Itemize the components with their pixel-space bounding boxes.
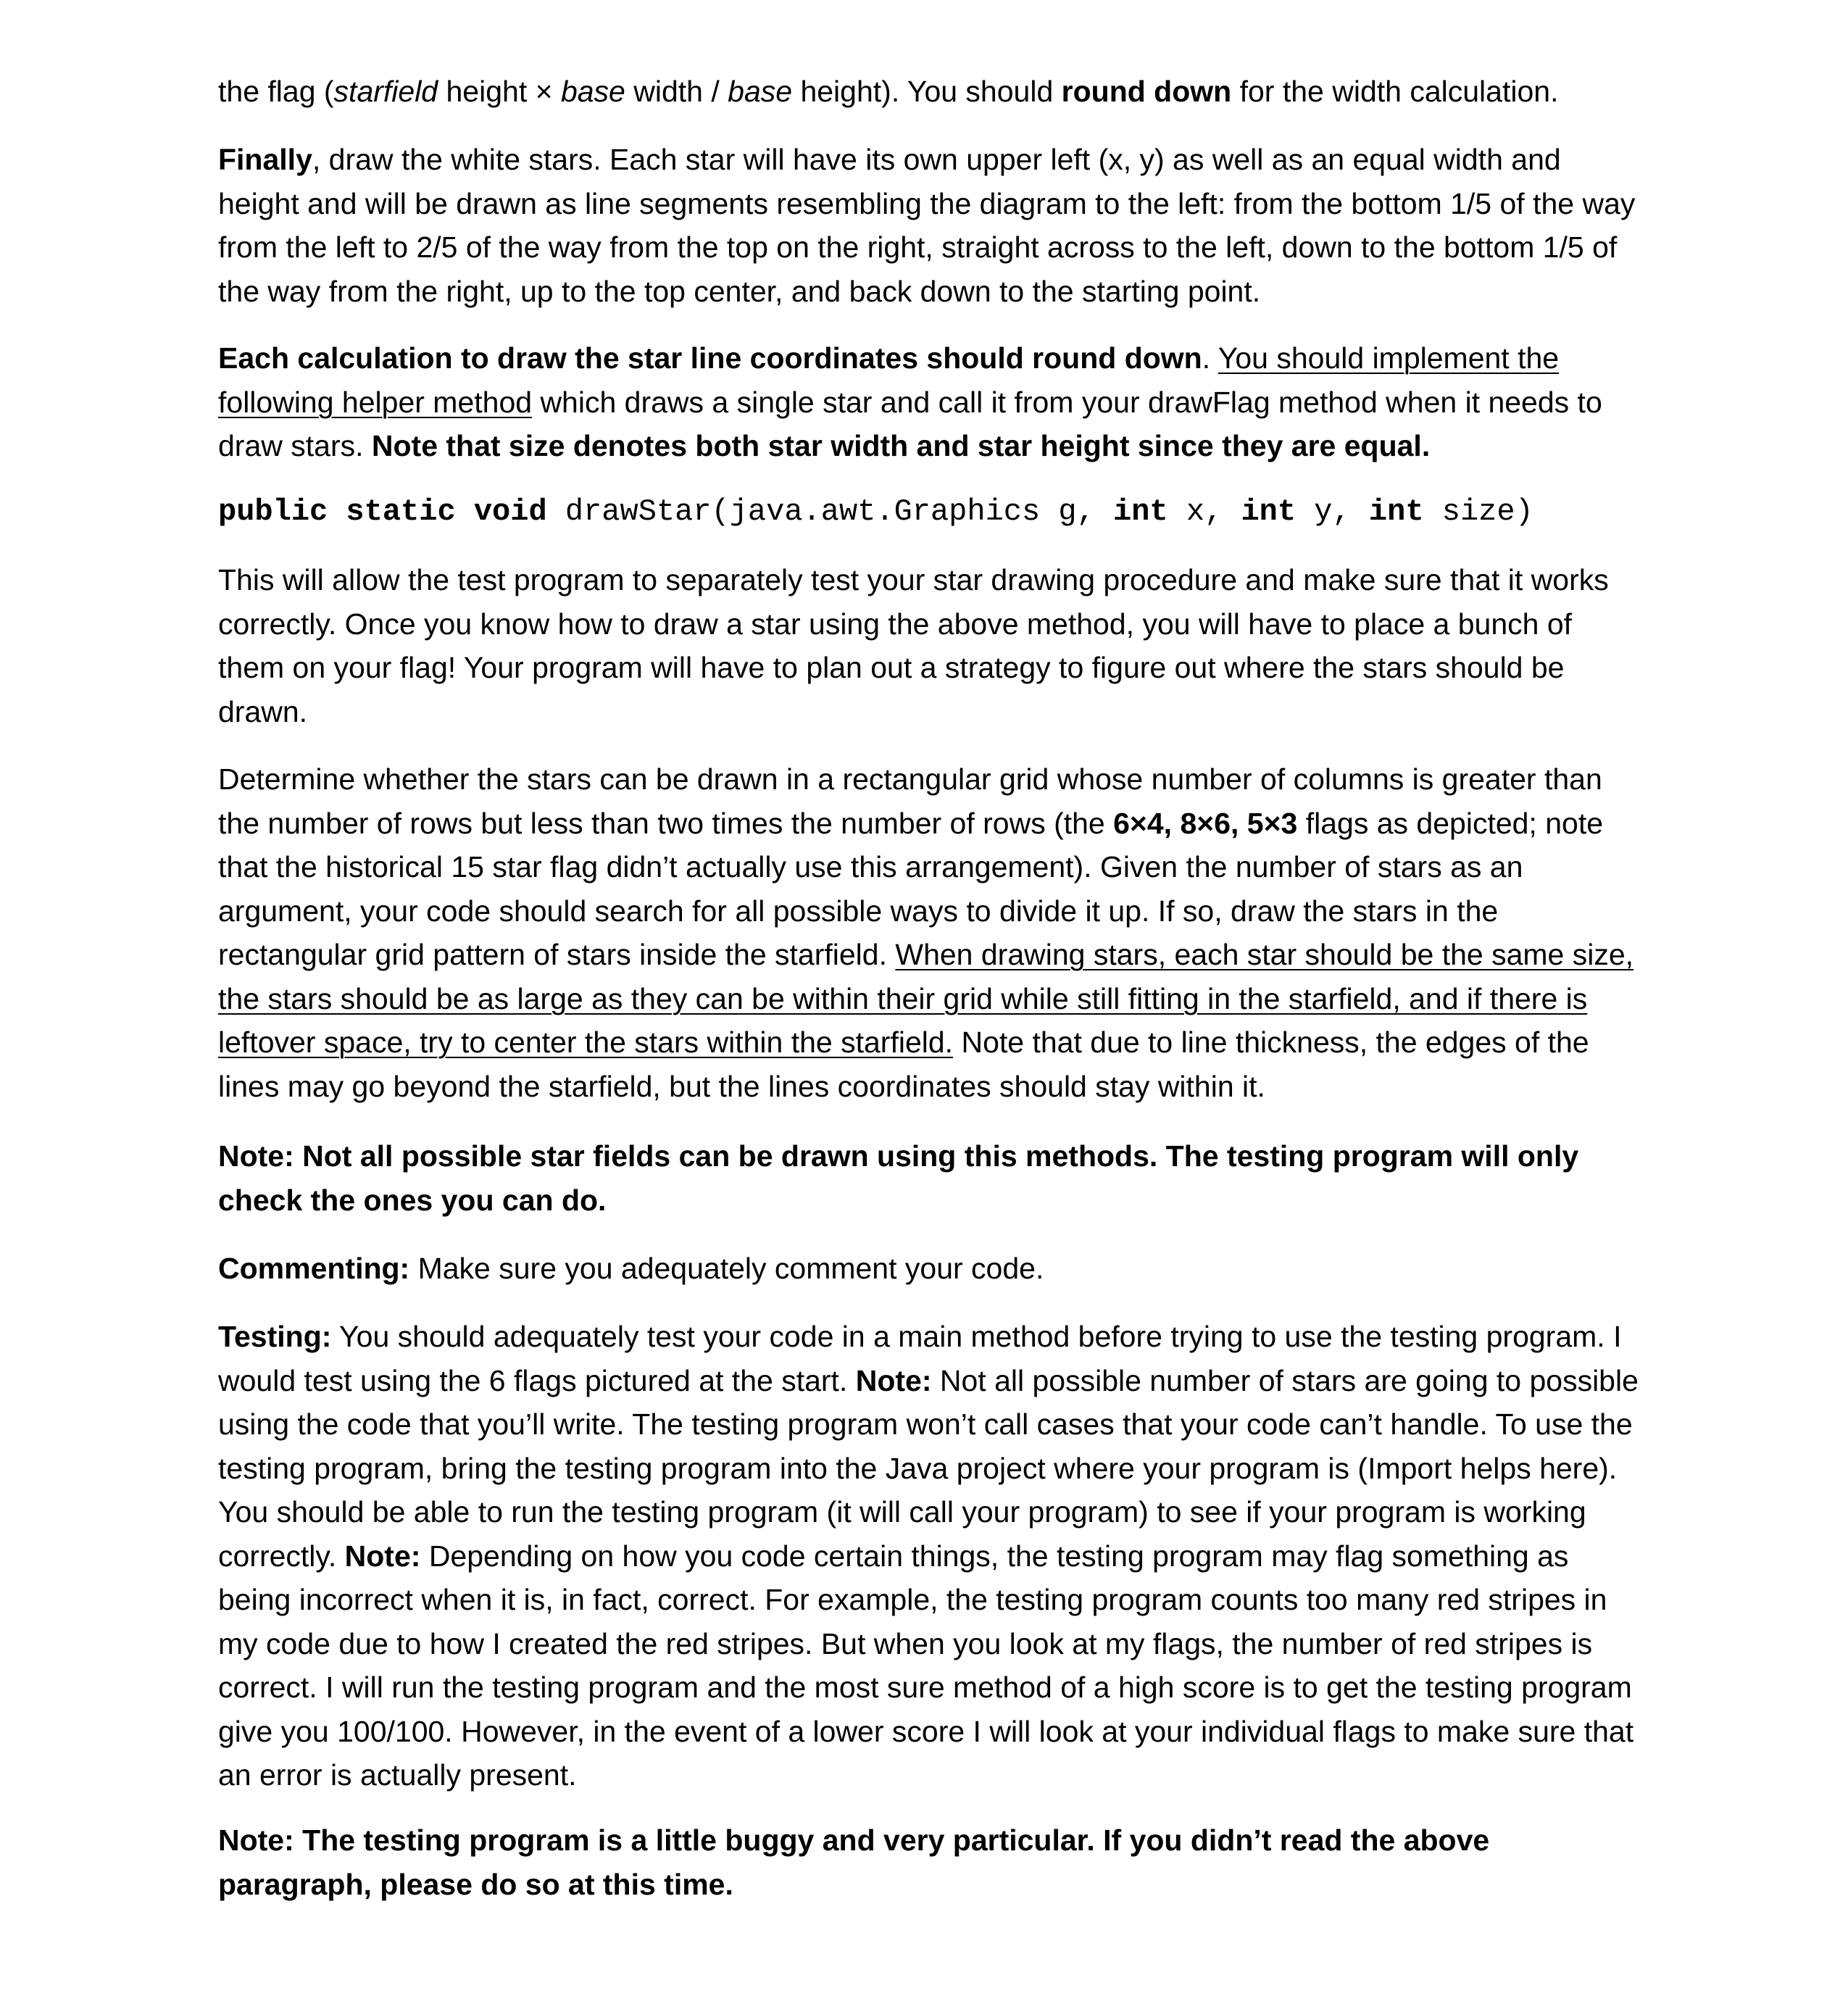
- text-span: Make sure you adequately comment your code.: [409, 1252, 1044, 1285]
- bold-size-note: Note that size denotes both star width and star height since they are equal.: [371, 429, 1431, 462]
- paragraph-commenting: [218, 1247, 1639, 1291]
- text-span: width /: [625, 75, 728, 108]
- bold-note-label: Note:: [344, 1539, 421, 1573]
- paragraph-testing: [218, 1315, 1639, 1797]
- text-span: You should adequately test your code in a main method before trying to use the testing program. I would test using the 6 flags pictured at the start.: [218, 1320, 1622, 1397]
- bold-testing-label: Testing:: [218, 1320, 332, 1353]
- paragraph-round-down-helper: [218, 336, 1639, 468]
- paragraph-draw-stars: [218, 138, 1639, 313]
- text-span: height). You should: [792, 75, 1062, 108]
- paragraph-width-calculation: [218, 70, 1639, 114]
- text-span: , draw the white stars. Each star will have its own upper left (x, y) as well as an equal width and height and will be drawn as line segments resembling the diagram to the left: from the bottom 1/5 of the way from the left to 2/5 of the way from the top on the right, straight across to the left, down to the bottom 1/5 of the way from the right, up to the top center, and back down to the starting point.: [218, 143, 1636, 308]
- code-keyword: int: [1368, 494, 1424, 529]
- code-text: drawStar(java.awt.Graphics g,: [546, 494, 1114, 529]
- text-span: the flag (: [218, 75, 334, 108]
- text-span: height ×: [438, 75, 561, 108]
- bold-final-note: Note: The testing program is a little buggy and very particular. If you didn’t read the above paragraph, please do so at this time.: [218, 1824, 1490, 1901]
- paragraph-grid-layout: [218, 757, 1639, 1108]
- italic-term-starfield: starfield: [333, 75, 438, 108]
- underlined-star-sizing-rule: When drawing stars, each star should be the same size, the stars should be as large as they can be within their grid while still fitting in the starfield, and if there is leftover space, try to center the stars within the starfield.: [218, 938, 1634, 1059]
- bold-grid-examples: 6×4, 8×6, 5×3: [1113, 806, 1298, 840]
- bold-calculation-note: Each calculation to draw the star line coordinates should round down: [218, 341, 1202, 375]
- bold-note-label: Note:: [855, 1363, 932, 1397]
- text-span: Determine whether the stars can be drawn in a rectangular grid whose number of columns is greater than the number of rows but less than two times the number of rows (the: [218, 762, 1602, 840]
- code-text: x,: [1168, 494, 1241, 529]
- code-keyword: int: [1241, 494, 1296, 529]
- italic-term-base: base: [560, 75, 625, 108]
- text-span: .: [1202, 341, 1218, 375]
- paragraph-test-program: [218, 558, 1639, 733]
- bold-round-down: round down: [1061, 75, 1232, 108]
- text-span: This will allow the test program to separately test your star drawing procedure and make sure that it works correctly. Once you know how to draw a star using the above method, you will have to place a bunch of them on your flag! Your program will have to plan out a strategy to figure out where the stars should be drawn.: [218, 563, 1609, 728]
- underlined-helper-instruction: You should implement the following helper method: [218, 341, 1560, 419]
- code-text: size): [1423, 494, 1533, 529]
- text-span: Note that due to line thickness, the edges of the lines may go beyond the starfield, but the lines coordinates should stay within it.: [218, 1026, 1589, 1103]
- bold-commenting-label: Commenting:: [218, 1252, 410, 1285]
- code-keyword: int: [1113, 494, 1168, 529]
- code-keyword: public static void: [218, 494, 547, 529]
- text-span: which draws a single star and call it from your drawFlag method when it needs to draw stars.: [218, 385, 1602, 462]
- paragraph-final-note: [218, 1818, 1639, 1906]
- code-signature-drawstar: [218, 490, 1639, 533]
- bold-finally: Finally: [218, 143, 312, 176]
- text-span: for the width calculation.: [1231, 75, 1559, 108]
- text-span: flags as depicted; note that the historical 15 star flag didn’t actually use this arrangement). Given the number of stars as an argument, your code should search for all possible ways to divide it up. If so, draw the stars in the rectangular grid pattern of stars inside the starfield.: [218, 806, 1604, 971]
- code-text: y,: [1296, 494, 1369, 529]
- bold-note: Note: Not all possible star fields can be drawn using this methods. The testing program will only check the ones you can do.: [218, 1139, 1579, 1217]
- text-span: Not all possible number of stars are going to possible using the code that you’ll write. The testing program won’t call cases that your code can’t handle. To use the testing program, bring the testing program into the Java project where your program is (Import helps here). You should be able to run the testing program (it will call your program) to see if your program is working correctly.: [218, 1363, 1639, 1573]
- text-span: Depending on how you code certain things, the testing program may flag something as being incorrect when it is, in fact, correct. For example, the testing program counts too many red stripes in my code due to how I created the red stripes. But when you look at my flags, the number of red stripes is correct. I will run the testing program and the most sure method of a high score is to get the testing program give you 100/100. However, in the event of a lower score I will look at your individual flags to make sure that an error is actually present.: [218, 1539, 1634, 1792]
- paragraph-note-star-fields: [218, 1134, 1639, 1222]
- italic-term-base: base: [728, 75, 793, 108]
